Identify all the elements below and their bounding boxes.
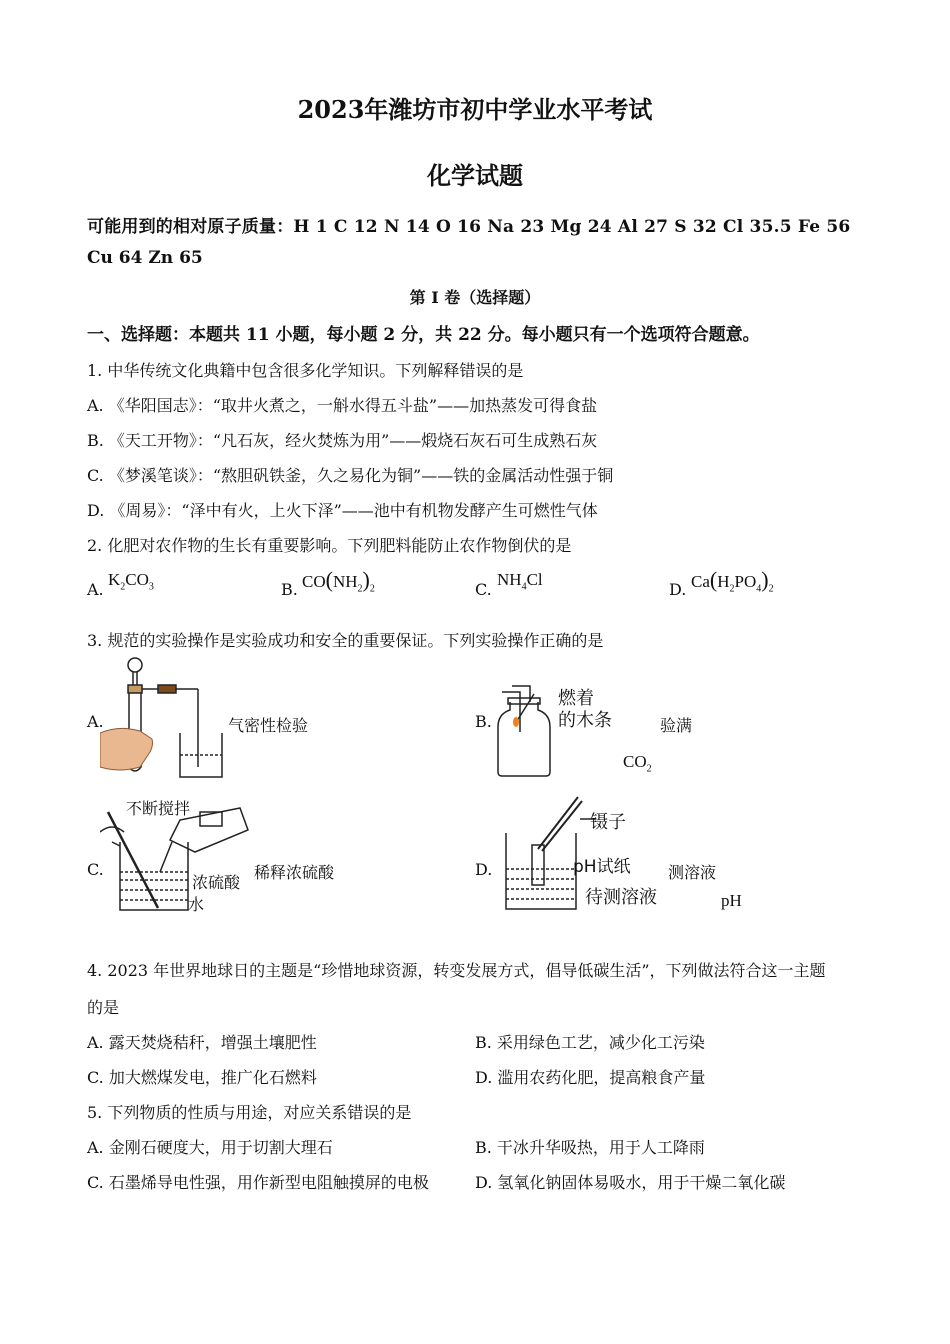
atomic-masses-line-2: Cu 64 Zn 65	[87, 248, 203, 268]
exam-subtitle: 化学试题	[427, 161, 523, 190]
question-4-stem-line-1: 4. 2023 年世界地球日的主题是“珍惜地球资源，转变发展方式，倡导低碳生活”，下列做法符合这一主题	[87, 961, 826, 980]
question-3-option-c-acid-label: 浓硫酸	[192, 873, 241, 892]
question-3-option-d-liquid-label: 待测溶液	[585, 887, 657, 908]
question-5-option-b: B. 干冰升华吸热，用于人工降雨	[475, 1138, 705, 1157]
question-3-option-b-burning-label-1: 燃着	[558, 688, 594, 709]
question-4-option-d: D. 滥用农药化肥，提高粮食产量	[475, 1068, 706, 1087]
part-heading: 第 I 卷（选择题）	[409, 288, 541, 307]
question-5-option-d: D. 氢氧化钠固体易吸水，用于干燥二氧化碳	[475, 1173, 786, 1192]
question-2-option-a-formula: $K_2CO_3$	[108, 570, 154, 593]
question-1-option-c: C. 《梦溪笔谈》：“熬胆矾铁釜，久之易化为铜”——铁的金属活动性强于铜	[87, 466, 614, 485]
question-5-option-c: C. 石墨烯导电性强，用作新型电阻触摸屏的电极	[87, 1173, 429, 1192]
question-2-option-b-formula: $CO(NH_2)_2$	[302, 567, 375, 595]
question-2-option-d-label: D.	[669, 580, 687, 599]
question-3-option-d-caption: 测溶液	[668, 863, 717, 882]
question-1-option-b: B. 《天工开物》：“凡石灰，经火焚炼为用”——煅烧石灰石可生成熟石灰	[87, 431, 598, 450]
question-3-option-c-stir-label: 不断搅拌	[126, 799, 191, 818]
question-4-option-b: B. 采用绿色工艺，减少化工污染	[475, 1033, 705, 1052]
question-3-option-c-water-label: 水	[188, 895, 205, 914]
question-3-option-b-label: B.	[475, 712, 492, 731]
question-2-stem: 2. 化肥对农作物的生长有重要影响。下列肥料能防止农作物倒伏的是	[87, 536, 572, 555]
question-4-option-a: A. 露天焚烧秸秆，增强土壤肥性	[87, 1033, 317, 1052]
question-4-stem-line-2: 的是	[87, 998, 120, 1017]
question-3-stem: 3. 规范的实验操作是实验成功和安全的重要保证。下列实验操作正确的是	[87, 631, 604, 650]
section-heading: 一、选择题：本题共 11 小题，每小题 2 分，共 22 分。每小题只有一个选项符合题意。	[87, 325, 760, 345]
question-1-option-a: A. 《华阳国志》：“取井火煮之，一斛水得五斗盐”——加热蒸发可得食盐	[87, 396, 598, 415]
question-4-option-c: C. 加大燃煤发电，推广化石燃料	[87, 1068, 317, 1087]
question-3-option-b-burning-label-2: 的木条	[558, 710, 612, 731]
question-3-option-c-caption: 稀释浓硫酸	[254, 863, 335, 882]
question-3-option-d-label: D.	[475, 860, 493, 879]
airtightness-check-figure	[100, 655, 230, 780]
question-3-option-a-caption: 气密性检验	[228, 716, 309, 735]
question-5-option-a: A. 金刚石硬度大，用于切割大理石	[87, 1138, 333, 1157]
question-3-option-d-tweezer-label: 镊子	[590, 812, 626, 833]
co2-full-check-figure	[490, 672, 560, 782]
question-2-option-d-formula: $Ca(H_2PO_4)_2$	[691, 567, 774, 595]
question-3-option-d-paper-label: pH试纸	[573, 857, 631, 877]
question-3-option-b-caption-co2: $CO_2$	[623, 752, 652, 775]
question-2-option-a-label: A.	[87, 580, 104, 599]
question-3-option-c-label: C.	[87, 860, 104, 879]
question-3-option-a-label: A.	[87, 712, 104, 731]
question-1-stem: 1. 中华传统文化典籍中包含很多化学知识。下列解释错误的是	[87, 361, 524, 380]
atomic-masses-line-1: 可能用到的相对原子质量：H 1 C 12 N 14 O 16 Na 23 Mg 24 Al 27 S 32 Cl 35.5 Fe 56	[87, 217, 851, 237]
question-1-option-d: D. 《周易》：“泽中有火，上火下泽”——池中有机物发酵产生可燃性气体	[87, 501, 598, 520]
question-2-option-b-label: B.	[281, 580, 298, 599]
question-2-option-c-label: C.	[475, 580, 492, 599]
question-5-stem: 5. 下列物质的性质与用途，对应关系错误的是	[87, 1103, 412, 1122]
question-2-option-c-formula: $NH_4Cl$	[497, 570, 543, 593]
exam-title: 2023年潍坊市初中学业水平考试	[297, 95, 653, 124]
question-3-option-d-caption-ph: pH	[721, 891, 742, 910]
question-3-option-b-caption: 验满	[660, 716, 693, 735]
